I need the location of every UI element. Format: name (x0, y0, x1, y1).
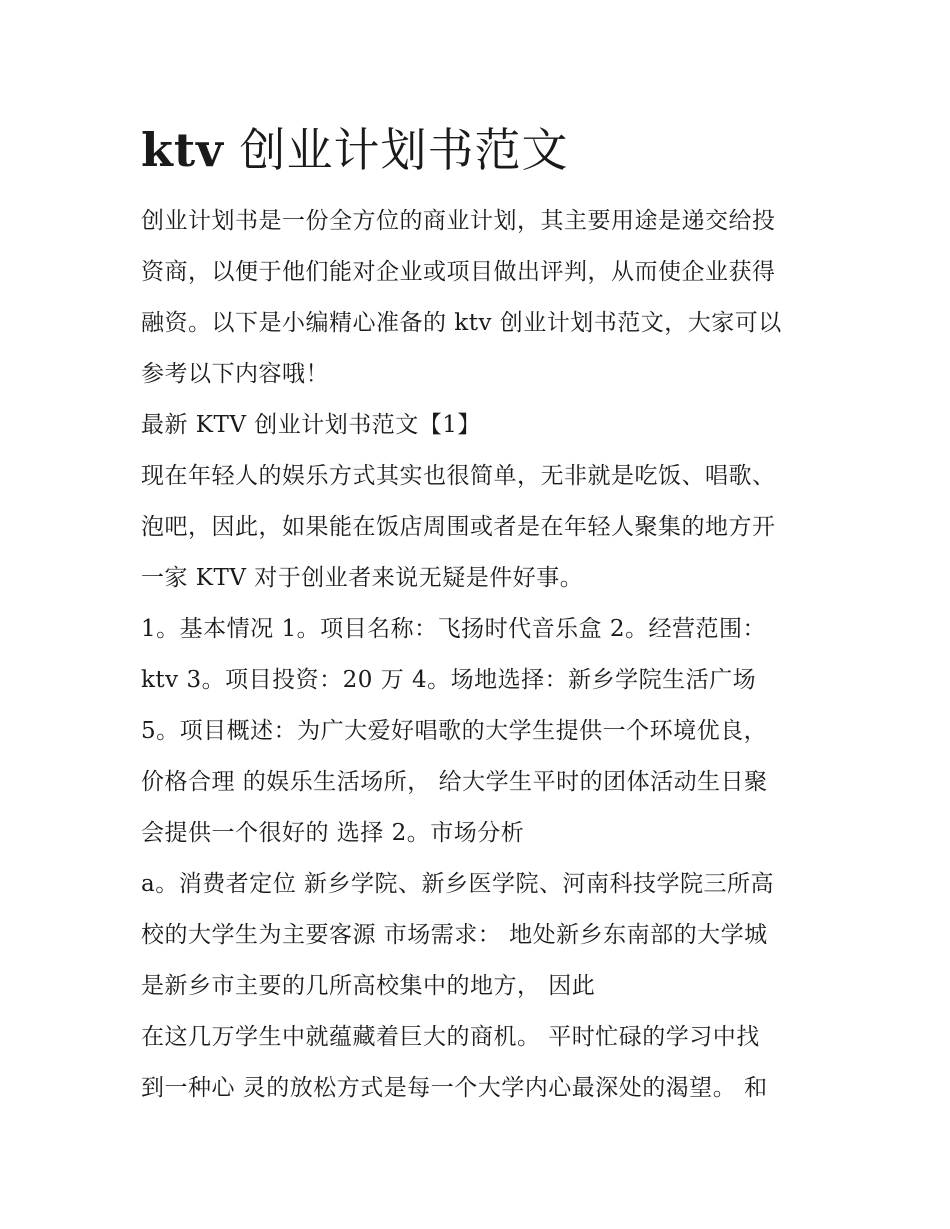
document-title-latin: ktv (141, 123, 224, 177)
text-line: 融资。以下是小编精心准备的 ktv 创业计划书范文，大家可以 (141, 310, 782, 336)
text-line: 泡吧，因此，如果能在饭店周围或者是在年轻人聚集的地方开 (141, 514, 776, 540)
text-line: 参考以下内容哦！ (141, 361, 329, 387)
section-heading: 最新 KTV 创业计划书范文【1】 (141, 412, 481, 438)
document-title-cjk: 创业计划书范文 (223, 123, 569, 177)
text-line: a。消费者定位 新乡学院、新乡医学院、河南科技学院三所高 (141, 871, 775, 897)
text-line: 创业计划书是一份全方位的商业计划，其主要用途是递交给投 (141, 208, 776, 234)
text-line: 校的大学生为主要客源 市场需求： 地处新乡东南部的大学城 (141, 922, 768, 948)
text-line: 到一种心 灵的放松方式是每一个大学内心最深处的渴望。 和 (141, 1075, 768, 1101)
text-line: 在这几万学生中就蕴藏着巨大的商机。 平时忙碌的学习中找 (141, 1024, 760, 1050)
text-line: 价格合理 的娱乐生活场所， 给大学生平时的团体活动生日聚 (141, 769, 768, 795)
text-line: 会提供一个很好的 选择 2。市场分析 (141, 820, 525, 846)
text-line: 现在年轻人的娱乐方式其实也很简单，无非就是吃饭、唱歌、 (141, 463, 776, 489)
text-line: 5。项目概述：为广大爱好唱歌的大学生提供一个环境优良， (141, 718, 768, 744)
text-line: 是新乡市主要的几所高校集中的地方， 因此 (141, 973, 596, 999)
document-body (141, 118, 821, 1114)
document-title (141, 118, 821, 182)
text-line: 资商，以便于他们能对企业或项目做出评判，从而使企业获得 (141, 259, 776, 285)
text-line: 1。基本情况 1。项目名称：飞扬时代音乐盒 2。经营范围： (141, 616, 767, 642)
text-line: ktv 3。项目投资：20 万 4。场地选择：新乡学院生活广场 (141, 667, 757, 693)
text-line: 一家 KTV 对于创业者来说无疑是件好事。 (141, 565, 584, 591)
